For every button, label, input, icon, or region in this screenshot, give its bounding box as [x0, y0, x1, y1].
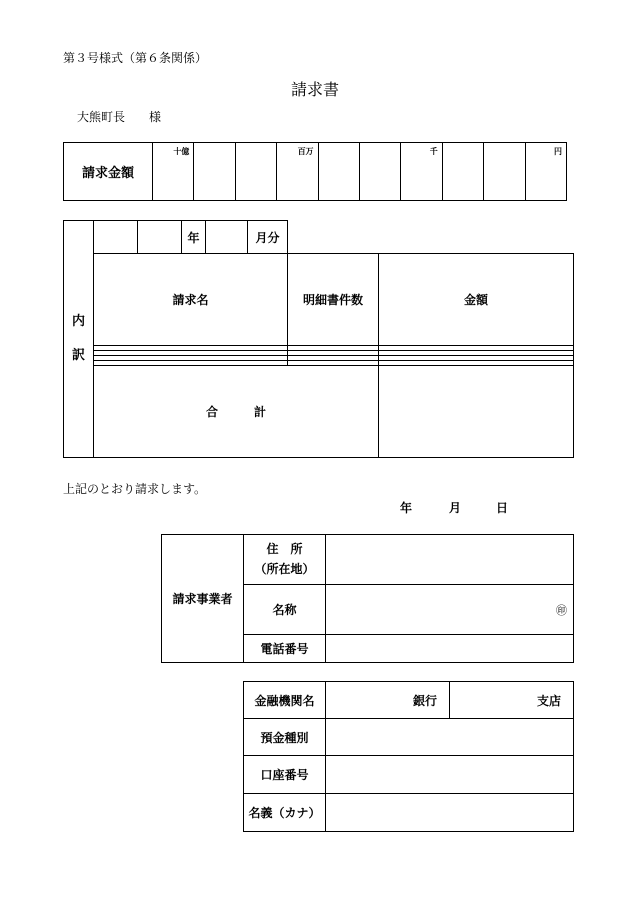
- amount-table: [63, 142, 567, 201]
- seal-mark: ㊞: [556, 603, 567, 617]
- amount-digit-cell[interactable]: 百万: [277, 143, 318, 201]
- account-holder-cell[interactable]: [326, 794, 574, 832]
- month-input-cell[interactable]: [206, 221, 248, 254]
- amount-digit-cell[interactable]: [318, 143, 359, 201]
- date-year-label: 年: [400, 501, 413, 515]
- date-month-label: 月: [449, 501, 462, 515]
- address-label: 住 所: [266, 542, 303, 557]
- total-label: 合 計: [94, 366, 379, 458]
- date-day-label: 日: [496, 501, 509, 515]
- account-type-cell[interactable]: [326, 719, 574, 756]
- amount-digit-cell[interactable]: 円: [525, 143, 566, 201]
- amount-digit-cell[interactable]: [442, 143, 483, 201]
- header-count: 明細書件数: [288, 254, 379, 346]
- bank-suffix: 銀行: [412, 693, 437, 708]
- name-input-cell[interactable]: [326, 585, 574, 635]
- breakdown-label-1: 内: [71, 314, 85, 330]
- account-type-label: 預金種別: [244, 719, 326, 756]
- name-label: 名称: [244, 585, 326, 635]
- account-number-label: 口座番号: [244, 756, 326, 794]
- bank-name-cell[interactable]: [326, 682, 450, 719]
- breakdown-table: [93, 253, 574, 458]
- year-label: 年: [182, 221, 206, 254]
- phone-label: 電話番号: [244, 635, 326, 663]
- year-input-cell[interactable]: [138, 221, 182, 254]
- month-label: 月分: [248, 221, 288, 254]
- address-sublabel: （所在地）: [254, 561, 315, 576]
- amount-digit-cell[interactable]: [194, 143, 235, 201]
- account-number-cell[interactable]: [326, 756, 574, 794]
- amount-digit-cell[interactable]: [235, 143, 276, 201]
- amount-digit-cell[interactable]: [484, 143, 525, 201]
- branch-suffix: 支店: [536, 693, 561, 708]
- phone-input-cell[interactable]: [326, 635, 574, 663]
- year-input-cell[interactable]: [94, 221, 138, 254]
- form-number: 第３号様式（第６条関係）: [63, 51, 208, 65]
- amount-digit-cell[interactable]: 十億: [153, 143, 194, 201]
- account-holder-label: 名義（カナ）: [244, 794, 326, 832]
- page-title: 請求書: [290, 80, 339, 99]
- breakdown-label-2: 訳: [71, 348, 85, 363]
- amount-label: 請求金額: [64, 143, 153, 201]
- address-input-cell[interactable]: [326, 535, 574, 585]
- header-amount: 金額: [379, 254, 574, 346]
- branch-name-cell[interactable]: [450, 682, 574, 719]
- statement: 上記のとおり請求します。: [63, 482, 207, 496]
- bank-table: [243, 681, 574, 832]
- claimant-table: [161, 534, 574, 663]
- breakdown-side: [63, 220, 94, 458]
- header-claim-name: 請求名: [94, 254, 288, 346]
- addressee: 大熊町長 様: [77, 110, 162, 124]
- claimant-label: 請求事業者: [162, 535, 244, 663]
- period-row: [93, 220, 288, 254]
- total-amount-cell[interactable]: [379, 366, 574, 458]
- amount-digit-cell[interactable]: 千: [401, 143, 442, 201]
- bank-institution-label: 金融機関名: [244, 682, 326, 719]
- amount-digit-cell[interactable]: [359, 143, 400, 201]
